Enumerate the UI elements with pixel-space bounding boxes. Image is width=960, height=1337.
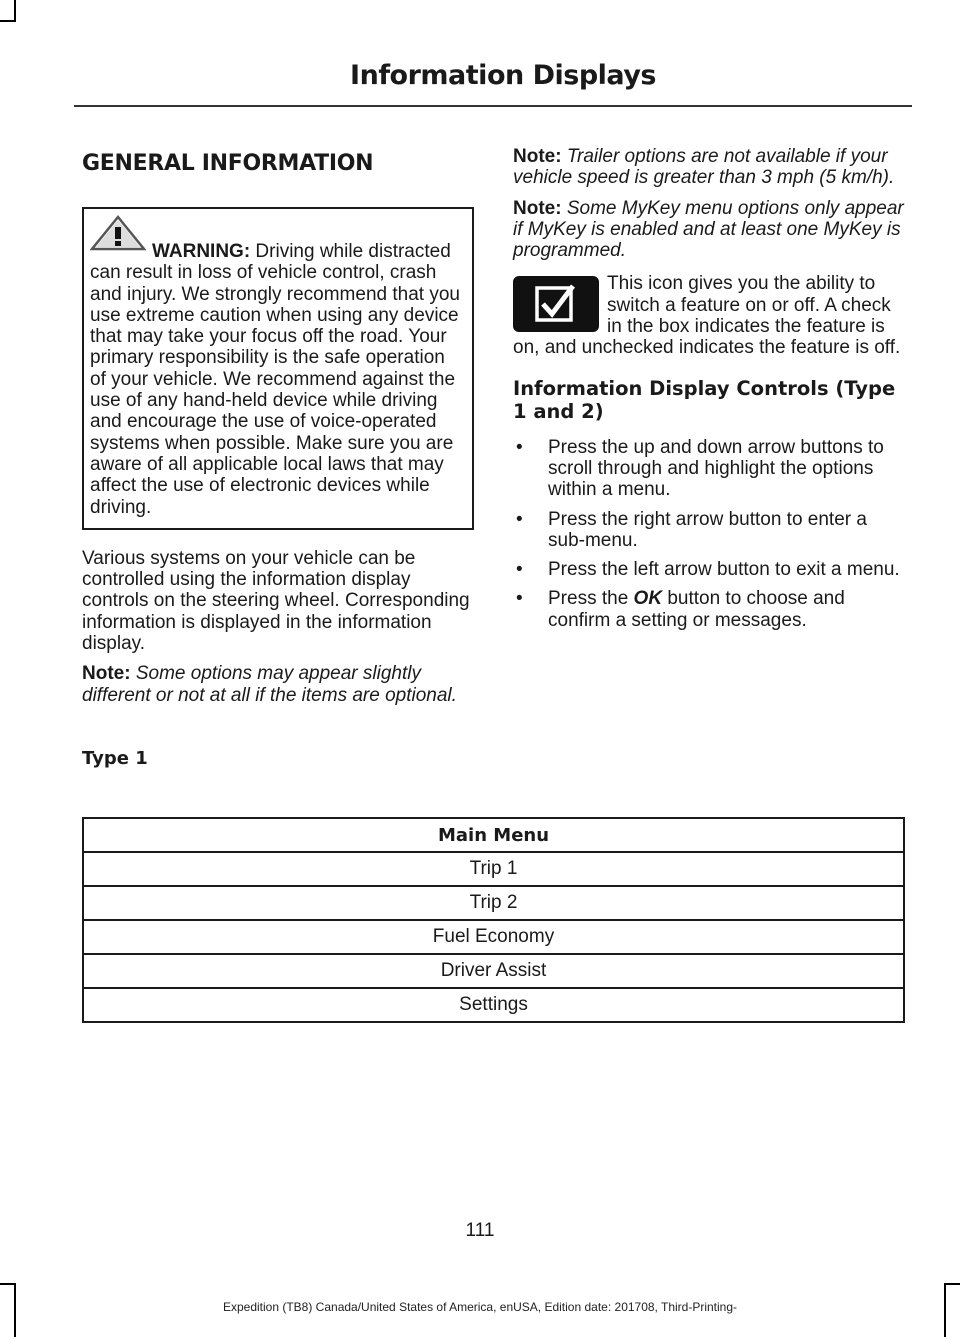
main-menu-table — [82, 817, 905, 1023]
table-row — [83, 954, 904, 988]
list-item: • Press the up and down arrow buttons to scroll through and highlight the options within a menu. — [516, 436, 884, 501]
table-cell: Trip 2 — [83, 886, 904, 920]
crop-mark-top-left — [14, 0, 16, 22]
list-item: • Press the OK button to choose and confirm a setting or messages. — [516, 588, 845, 631]
bullet-icon: • — [516, 436, 523, 458]
warning-label: WARNING: — [152, 241, 251, 262]
note-label: Note: — [513, 197, 562, 219]
table-cell: Driver Assist — [83, 954, 904, 988]
note-mykey — [513, 198, 909, 262]
crop-mark-bottom-right-h — [944, 1283, 960, 1285]
left-column — [82, 146, 474, 715]
warning-box — [82, 207, 474, 530]
note-label: Note: — [82, 663, 131, 685]
bullet-icon: • — [516, 508, 523, 530]
section-title: GENERAL INFORMATION — [82, 151, 374, 176]
note-text: Some MyKey menu options only appear if MyKey is enabled and at least one MyKey is programmed. — [513, 197, 904, 262]
note-trailer — [513, 146, 909, 189]
page-header-title: Information Displays — [350, 60, 656, 91]
table-row — [83, 852, 904, 886]
header-rule — [74, 105, 912, 107]
note-options — [82, 663, 474, 706]
table-cell: Fuel Economy — [83, 920, 904, 954]
warning-triangle-icon — [90, 215, 146, 251]
note-text: Trailer options are not available if your vehicle speed is greater than 3 mph (5 km/h). — [513, 146, 895, 189]
footer-edition: Expedition (TB8) Canada/United States of America, enUSA, Edition date: 201708, Third-Printing- — [222, 1300, 738, 1314]
crop-mark-bottom-left-h — [0, 1283, 16, 1285]
table-row — [83, 988, 904, 1022]
table-header: Main Menu — [83, 818, 904, 852]
controls-list — [513, 437, 909, 631]
list-item: • Press the left arrow button to exit a menu. — [516, 559, 900, 581]
bullet-icon: • — [516, 588, 523, 610]
intro-paragraph: Various systems on your vehicle can be controlled using the information display controls on the steering wheel. Corresponding information is displayed in the information display. — [82, 547, 470, 655]
page-number: 111 — [465, 1220, 495, 1241]
warning-text — [90, 241, 464, 518]
table-row — [83, 886, 904, 920]
note-label: Note: — [513, 146, 562, 167]
note-text: Some options may appear slightly different or not at all if the items are optional. — [82, 663, 457, 706]
icon-paragraph: This icon gives you the ability to switch a feature on or off. A check in the box indicates the feature is on, and unchecked indicates the feature is off. — [513, 273, 901, 359]
crop-mark-top-left-h — [0, 20, 16, 22]
warning-body: Driving while distracted can result in loss of vehicle control, crash and injury. We strongly recommend that you use extreme caution when using any device that may take your focus off the road. Your primary responsibility is the safe operation of your vehicle. We recommend against the use of any hand-held device while driving and encourage the use of voice-operated systems when possible. Make sure you are aware of all applicable local laws that may affect the use of electronic devices while driving. — [90, 241, 460, 518]
ok-label: OK — [633, 588, 663, 610]
subhead-display-controls: Information Display Controls (Type 1 and 2) — [513, 376, 896, 423]
type-label: Type 1 — [82, 748, 148, 769]
bullet-icon: • — [516, 559, 523, 581]
table-header-row — [83, 818, 904, 852]
table-cell: Settings — [83, 988, 904, 1022]
checkbox-checked-icon — [513, 276, 599, 332]
list-item: • Press the right arrow button to enter a sub-menu. — [516, 508, 867, 551]
table-row — [83, 920, 904, 954]
right-column — [513, 146, 909, 639]
table-cell: Trip 1 — [83, 852, 904, 886]
